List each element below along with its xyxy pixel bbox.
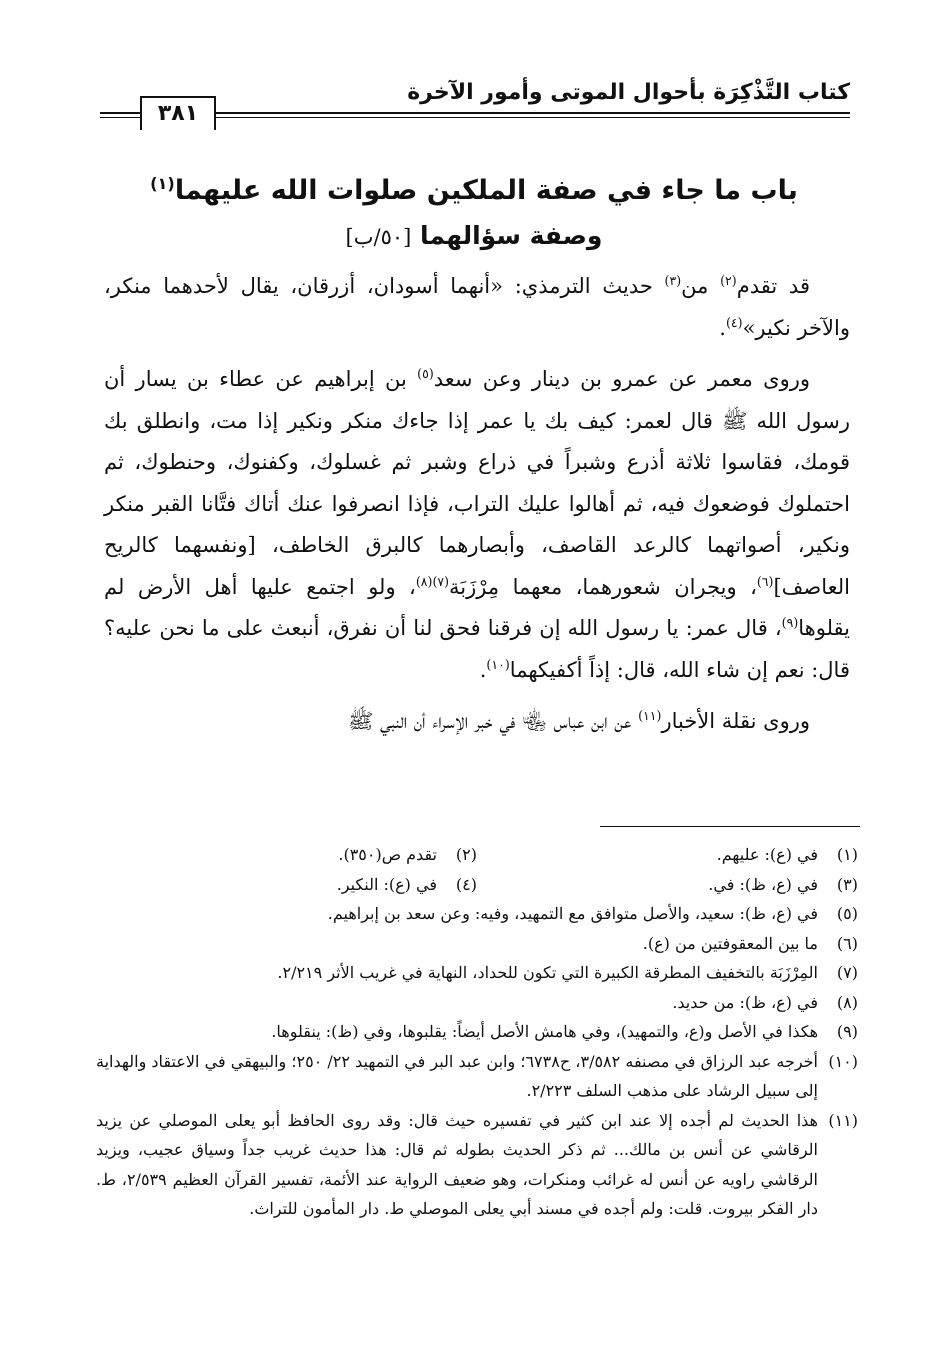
chapter-title-line1 (60, 168, 888, 214)
footnote-marker: (١) (150, 174, 175, 193)
body-paragraph (104, 359, 850, 691)
footnote-text: هذا الحديث لم أجده إلا عند ابن كثير في تفسيره حيث قال: وقد روى الحافظ أبو يعلى الموصلي عن يزيد الرقاشي عن أنس بن مالك... ثم ذكر الحديث بطوله ثم قال: هذا حديث غريب جداً وسياق عجيب، ويزيد الرقاشي راويه عن أنس له غرائب ومنكرات، وهو ضعيف الرواية عند الأئمة، تفسير القرآن العظيم ٢/٥٣٩، ط. دار الفكر بيروت. قلت: ولم أجده في مسند أبي يعلى الموصلي ط. دار المأمون للتراث. (96, 1110, 818, 1218)
footnote (96, 929, 858, 959)
footnote-text: في (ع): النكير. (336, 874, 437, 894)
footnote-pair-row (96, 840, 858, 870)
main-text (104, 266, 850, 753)
paragraph-text: حديث الترمذي: «أنهما أسودان، أزرقان، يقال لأحدهما منكر، والآخر نكير» (104, 274, 850, 340)
footnote-text: أخرجه عبد الرزاق في مصنفه ٣/٥٨٢، ح٦٧٣٨؛ وابن عبد البر في التمهيد ٢٢/ ٢٥٠؛ والبيهقي في الاعتقاد والهداية إلى سبيل الرشاد على مذهب السلف ٢/٢٢٣. (96, 1051, 819, 1100)
footnote-text: هكذا في الأصل و(ع، والتمهيد)، وفي هامش الأصل أيضاً: يقلبوها، وفي (ظ): ينقلوها. (271, 1022, 818, 1041)
footnote (96, 1106, 858, 1224)
paragraph-text: . (719, 315, 726, 340)
footnote-marker: (٣) (664, 273, 682, 288)
footnote (477, 840, 858, 870)
chapter-title-line2 (60, 214, 888, 259)
footnote-text: ما بين المعقوفتين من (ع). (642, 933, 818, 953)
footnote-text: في (ع، ظ): سعيد، والأصل متوافق مع التمهيد، وفيه: وعن سعد بن إبراهيم. (327, 904, 818, 923)
footnote-number: (٧) (836, 963, 858, 982)
footnote-number: (١) (836, 845, 858, 864)
footnote-text: في (ع): عليهم. (716, 845, 818, 864)
footnote (96, 1047, 858, 1106)
chapter-heading (60, 168, 888, 259)
paragraph-text: من (681, 274, 721, 298)
footnote-number: (١١) (828, 1110, 858, 1130)
footnotes (96, 840, 858, 1224)
manuscript-reference: [٥٠/ب] (345, 225, 412, 249)
footnote-number: (٨) (836, 992, 858, 1012)
footnote-marker: (٦) (756, 573, 774, 589)
footnote-marker: (٢) (720, 273, 737, 288)
footnote-text: في (ع، ظ): في. (708, 874, 818, 894)
page-number: ٣٨١ (140, 96, 216, 130)
footnote (96, 899, 858, 929)
footnote (96, 958, 858, 988)
footnote-text: المِرْزَبَة بالتخفيف المطرقة الكبيرة التي تكون للحداد، النهاية في غريب الأثر ٢/٢١٩. (277, 963, 818, 982)
footnote (96, 988, 858, 1018)
footnote-number: (٩) (836, 1022, 858, 1041)
paragraph-text: ، قال عمر: يا رسول الله إن فرقنا فحق لنا أن نفرق، أنبعث على ما نحن عليه؟ قال: نعم إن شاء الله، قال: إذاً أكفيكهما (104, 616, 850, 682)
footnote-number: (٢) (455, 845, 477, 864)
footnote-marker: (٤) (725, 314, 743, 330)
paragraph-text: ، ويجران شعورهما، معهما مِرْزَبَة (449, 574, 757, 599)
footnote-number: (٦) (836, 933, 858, 953)
footnote-pair-row (96, 870, 858, 900)
paragraph-text: بن إبراهيم عن عطاء بن يسار أن رسول الله ﷺ قال لعمر: كيف بك يا عمر إذا جاءك منكر ونكير إذا مت، وانطلق بك قومك، فقاسوا ثلاثة أذرع وشبراً في ذراع وشبر ثم غسلوك، وكفنوك، وحنطوك، ثم احتملوك فوضعوك فيه، ثم أهالوا عليك التراب، فإذا انصرفوا عنك أتاك فتَّانا القبر منكر ونكير، أصواتهما كالرعد القاصف، وأبصارهما كالبرق الخاطف، [ونفسهما كالريح العاصف] (104, 367, 850, 599)
body-paragraph (104, 701, 850, 743)
footnote-marker: (٩) (781, 615, 799, 630)
paragraph-text: ، ولو اجتمع عليها أهل الأرض لم يقلوها (104, 574, 850, 640)
footnote (477, 870, 858, 900)
body-paragraph (104, 266, 850, 349)
paragraph-text: عن ابن عباس ﵄ في خبر الإسراء أن النبي ﷺ (347, 709, 639, 733)
footnote-number: (٥) (836, 904, 858, 923)
footnote-number: (١٠) (828, 1051, 858, 1071)
footnote-marker: (١٠) (486, 656, 510, 672)
footnote-number: (٣) (836, 874, 858, 894)
paragraph-text: قد تقدم (736, 274, 810, 298)
footnote-text: في (ع، ظ): من حديد. (672, 992, 818, 1012)
footnote-separator (600, 826, 860, 827)
footnote-marker: (٧)(٨) (415, 573, 450, 589)
footnote (96, 1017, 858, 1047)
paragraph-text: وروى معمر عن عمرو بن دينار وعن سعد (433, 367, 811, 391)
paragraph-text: . (479, 657, 487, 682)
footnote-number: (٤) (455, 874, 477, 894)
chapter-title-text: باب ما جاء في صفة الملكين صلوات الله عليهما (174, 175, 798, 206)
footnote-marker: (١١) (638, 708, 662, 723)
chapter-subtitle-text: وصفة سؤالهما (420, 221, 603, 250)
footnote-marker: (٥) (417, 366, 434, 381)
footnote-text: تقدم ص(٣٥٠). (338, 845, 437, 864)
footnote (96, 840, 477, 870)
paragraph-text: وروى نقلة الأخبار (661, 709, 810, 733)
running-header-title: كتاب التَّذْكِرَة بأحوال الموتى وأمور الآخرة (407, 80, 850, 105)
footnote (96, 870, 477, 900)
